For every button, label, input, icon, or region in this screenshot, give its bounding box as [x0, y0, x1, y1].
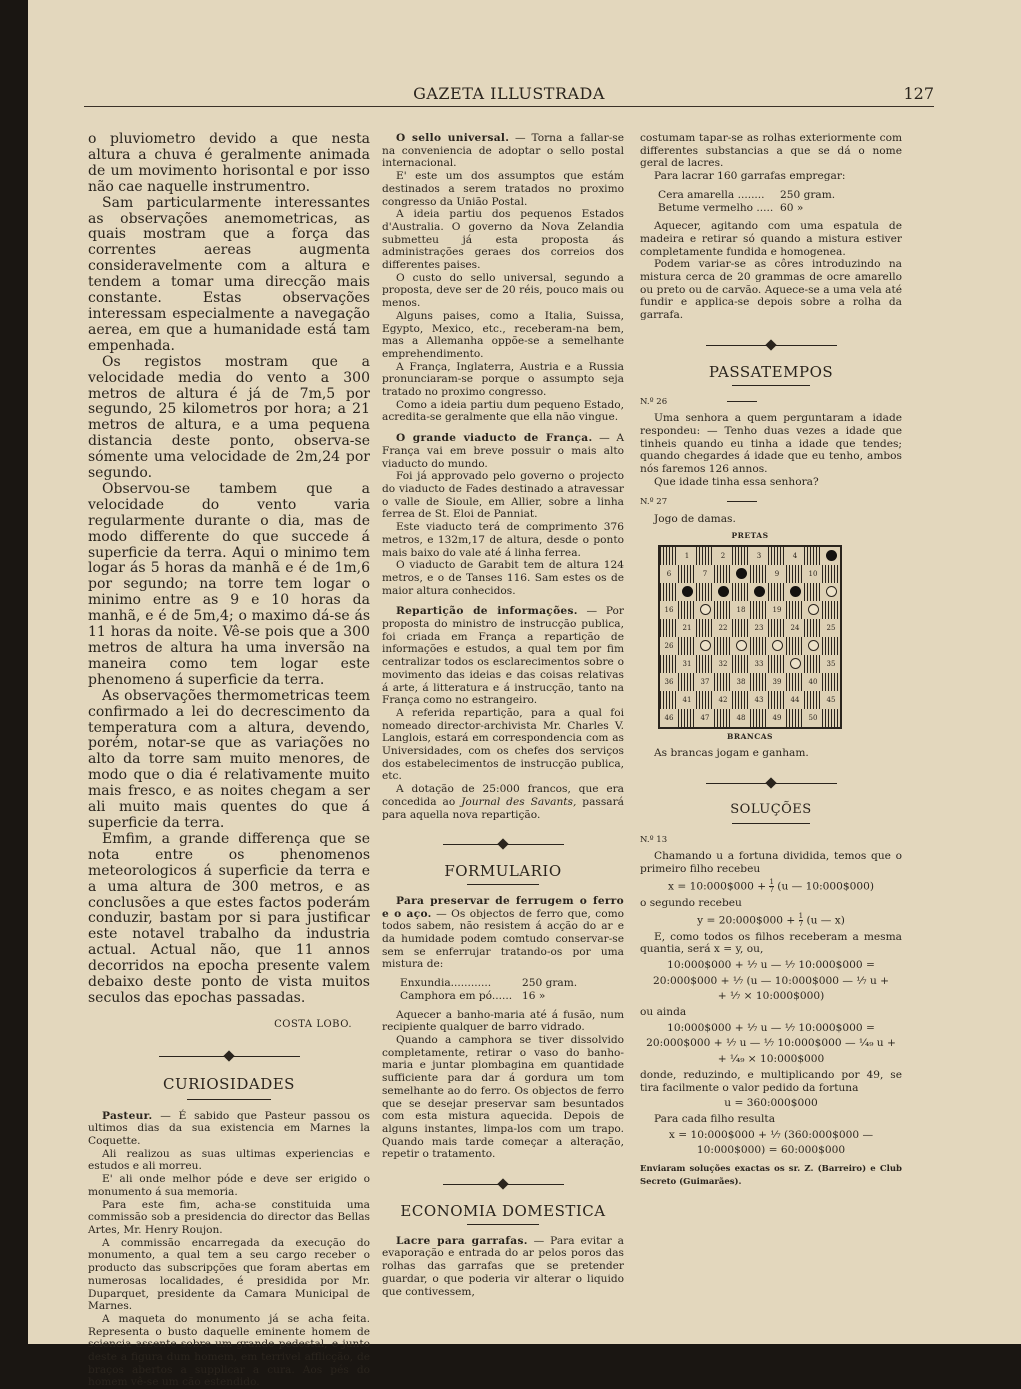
board-square-11 — [678, 583, 696, 601]
board-square-dark — [768, 655, 786, 673]
recipe-row — [658, 202, 902, 215]
puzzle-number-text: N.º 27 — [640, 497, 668, 508]
square-number: 18 — [736, 605, 746, 614]
section-divider — [640, 336, 902, 356]
journal-title: Journal des Savants, — [461, 795, 577, 808]
equation-line: + ¹⁄₄₉ × 10:000$000 — [717, 1053, 825, 1066]
board-square-15 — [822, 583, 840, 601]
checkers-diagram — [658, 530, 902, 743]
board-square-49 — [768, 709, 786, 727]
board-square-30 — [804, 637, 822, 655]
square-number: 16 — [664, 605, 674, 614]
white-piece — [808, 640, 819, 651]
paragraph: Sam particularmente interessantes as observações anemometricas, as quais mostram que a força das correntes aereas augmenta consideravelmente com a altura e tendem a tomar uma direcção mais constante. Estas observações interessam especialmente a navegação aerea, em que a humanidade está tam empenhada. — [88, 194, 370, 354]
equation-line: 10:000$000) = 60:000$000 — [696, 1144, 846, 1157]
board-square-dark — [786, 637, 804, 655]
board-square-dark — [804, 547, 822, 565]
board-square-32 — [714, 655, 732, 673]
white-piece — [790, 658, 801, 669]
board-square-dark — [714, 565, 732, 583]
board-square-50 — [804, 709, 822, 727]
board-square-31 — [678, 655, 696, 673]
paragraph: A commissão encarregada da execução do monumento, a qual tem a seu cargo receber o producto das subscripções que foram abertas em numerosas localidades, é presidida por Mr. Duparquet, presidente da Camara Municipal de Marnes. — [88, 1236, 370, 1313]
board-square-dark — [804, 655, 822, 673]
ingredient-quantity: 250 gram. — [780, 188, 836, 201]
board-square-dark — [786, 565, 804, 583]
board-square-dark — [714, 673, 732, 691]
paragraph-text: passará para aquella nova repartição. — [382, 795, 624, 821]
board-square-dark — [768, 547, 786, 565]
page-header — [84, 84, 934, 107]
square-number: 48 — [736, 713, 746, 722]
board-square-20 — [804, 601, 822, 619]
equation-line: u = 360:000$000 — [724, 1097, 818, 1110]
board-square-5 — [822, 547, 840, 565]
article-keyword: O grande viaducto de França. — [396, 432, 593, 445]
square-number: 22 — [718, 623, 728, 632]
board-square-dark — [750, 601, 768, 619]
paragraph: o pluviometro devido a que nesta altura a chuva é geralmente animada de um movimento horisontal e por isso não cae naquelle instrumentro. — [88, 131, 370, 195]
board-square-8 — [732, 565, 750, 583]
paragraph: Aquecer, agitando com uma espatula de madeira e retirar só quando a mistura estiver completamente fundida e homogenea. — [640, 220, 902, 258]
puzzle-number-text: N.º 26 — [640, 396, 668, 407]
board-square-dark — [786, 709, 804, 727]
black-piece — [826, 550, 837, 561]
square-number: 3 — [756, 551, 762, 560]
equation-line: + ⅐ × 10:000$000) — [717, 990, 825, 1003]
board-square-dark — [678, 565, 696, 583]
title-rule — [467, 884, 540, 885]
board-square-dark — [660, 619, 678, 637]
paragraph: Ali realizou as suas ultimas experiencias e estudos e ali morreu. — [88, 1147, 370, 1173]
section-title-solucoes: SOLUÇÕES — [730, 801, 812, 817]
board-square-dark — [696, 547, 714, 565]
paragraph: E' este um dos assumptos que estám destinados a serem tratados no proximo congresso da União Postal. — [382, 170, 624, 208]
paragraph-text: — É sabido que Pasteur passou os ultimos dias da sua existencia em Marnes la Coquette. — [88, 1109, 370, 1148]
paragraph: Foi já approvado pelo governo o projecto do viaducto de Fades destinado a atravessar o valle de Sioule, em Allier, sobre a linha ferrea de St. Eloi de Panniat. — [382, 470, 624, 521]
board-caption: As brancas jogam e ganham. — [654, 747, 809, 760]
column-2 — [382, 132, 624, 1298]
article-keyword: Repartição de informações. — [396, 605, 578, 618]
paragraph: E' ali onde melhor póde e deve ser erigido o monumento á sua memoria. — [88, 1173, 370, 1198]
paragraph: A referida repartição, para a qual foi nomeado director-archivista Mr. Charles V. Langlois, estará em correspondencia com as Universidades, com os chefes dos serviços dos estabelecimentos de instrucção publica, etc. — [382, 706, 624, 783]
square-number: 42 — [718, 695, 728, 704]
equation — [640, 913, 902, 928]
equation-line: 20:000$000 + ⅐ (u — 10:000$000 — ⅐ u + — [652, 974, 890, 987]
square-number: 25 — [826, 623, 836, 632]
square-number: 49 — [772, 713, 782, 722]
paragraph: o segundo recebeu — [640, 896, 742, 909]
square-number: 50 — [808, 713, 818, 722]
square-number: 44 — [790, 695, 800, 704]
white-piece — [826, 586, 837, 597]
square-number: 9 — [774, 569, 780, 578]
board-square-13 — [750, 583, 768, 601]
square-number: 32 — [718, 659, 728, 668]
white-piece — [700, 604, 711, 615]
square-number: 38 — [736, 677, 746, 686]
white-piece — [736, 640, 747, 651]
board-square-dark — [750, 709, 768, 727]
ingredient-quantity: 16 » — [522, 989, 546, 1002]
paragraph-text: — Por proposta do ministro de instrucção publica, foi criada em França a repartição de informações e estudos, a qual tem por fim centralizar todos os esclarecimentos sobre o movimento das ideias e das coisas relativas á arte, á litteratura e á instrucção, tanto na França como no estrangeiro. — [382, 605, 624, 707]
black-piece — [718, 586, 729, 597]
paragraph: costumam tapar-se as rolhas exteriormente com differentes substancias a que se dá o nome geral de lacres. — [640, 132, 902, 170]
board-square-12 — [714, 583, 732, 601]
white-piece — [700, 640, 711, 651]
board-square-dark — [678, 601, 696, 619]
board-square-dark — [822, 709, 840, 727]
board-square-dark — [804, 619, 822, 637]
board-square-25 — [822, 619, 840, 637]
board-square-dark — [660, 655, 678, 673]
paragraph: A ideia partiu dos pequenos Estados d'Australia. O governo da Nova Zelandia submetteu já esta proposta ás administrações geraes dos correios dos differentes paises. — [382, 208, 624, 272]
square-number: 40 — [808, 677, 818, 686]
equation-line: x = 10:000$000 + ⅐ (360:000$000 — — [668, 1128, 874, 1141]
square-number: 23 — [754, 623, 764, 632]
board-square-19 — [768, 601, 786, 619]
board-square-7 — [696, 565, 714, 583]
board-square-36 — [660, 673, 678, 691]
board-square-dark — [822, 565, 840, 583]
board-label-top: PRETAS — [731, 530, 769, 540]
paragraph: Quando a camphora se tiver dissolvido completamente, retirar o vaso do banho-maria e juntar plombagina em quantidade sufficiente para dar á gordura um tom semelhante ao do ferro. Os objectos de ferro que se desejar preservar sam besuntados com esta mistura aquecida. Depois de alguns instantes, limpa-los com um trapo. Quando mais tarde começar a alteração, repetir o tratamento. — [382, 1034, 624, 1161]
board-square-33 — [750, 655, 768, 673]
board-square-dark — [822, 673, 840, 691]
section-divider — [382, 1175, 624, 1195]
square-number: 37 — [700, 677, 710, 686]
equation — [640, 879, 902, 894]
paragraph: O viaducto de Garabit tem de altura 124 metros, e o de Tanses 116. Sam estes os de maior altura conhecidos. — [382, 559, 624, 597]
board-square-dark — [714, 709, 732, 727]
black-piece — [736, 568, 747, 579]
section-divider — [640, 774, 902, 794]
board-square-1 — [678, 547, 696, 565]
paragraph: Para este fim, acha-se constituida uma commissão sob a presidencia do director das Bellas Artes, Mr. Henry Roujon. — [88, 1198, 370, 1236]
section-title-curiosidades: CURIOSIDADES — [163, 1074, 295, 1093]
square-number: 45 — [826, 695, 836, 704]
board-square-37 — [696, 673, 714, 691]
paragraph — [382, 783, 624, 821]
page-number: 127 — [903, 84, 934, 103]
board-square-26 — [660, 637, 678, 655]
masthead-title: GAZETA ILLUSTRADA — [413, 84, 605, 103]
ingredient-name: Cera amarella ........ — [658, 188, 765, 201]
board-square-dark — [822, 601, 840, 619]
recipe-row — [400, 990, 624, 1003]
article-keyword: Lacre para garrafas. — [396, 1234, 528, 1247]
checkers-board — [658, 545, 842, 729]
square-number: 10 — [808, 569, 818, 578]
paragraph — [382, 432, 624, 470]
paragraph — [382, 1235, 624, 1299]
board-square-dark — [804, 691, 822, 709]
square-number: 46 — [664, 713, 674, 722]
ingredient-quantity: 60 » — [780, 201, 804, 214]
square-number: 33 — [754, 659, 764, 668]
paragraph: ou ainda — [640, 1006, 687, 1019]
newspaper-page — [28, 0, 1021, 1389]
paragraph: Para cada filho resulta — [654, 1112, 776, 1125]
board-square-dark — [696, 691, 714, 709]
board-square-9 — [768, 565, 786, 583]
square-number: 39 — [772, 677, 782, 686]
ingredient-name: Camphora em pó...... — [400, 989, 513, 1002]
ingredient-name: Betume vermelho ..... — [658, 201, 774, 214]
board-square-dark — [732, 619, 750, 637]
article-keyword: Pasteur. — [102, 1109, 153, 1122]
board-square-dark — [768, 583, 786, 601]
board-square-48 — [732, 709, 750, 727]
paragraph: Como a ideia partiu dum pequeno Estado, acredita-se geralmente que ella não vingue. — [382, 398, 624, 424]
board-square-44 — [786, 691, 804, 709]
board-square-dark — [750, 637, 768, 655]
board-square-6 — [660, 565, 678, 583]
board-square-21 — [678, 619, 696, 637]
board-square-38 — [732, 673, 750, 691]
board-square-27 — [696, 637, 714, 655]
board-square-34 — [786, 655, 804, 673]
paragraph-text: A dotação de 25:000 francos, que era concedida ao — [382, 783, 624, 808]
square-number: 19 — [772, 605, 782, 614]
paragraph: Para lacrar 160 garrafas empregar: — [654, 170, 846, 183]
equation-line: 10:000$000 + ⅐ u — ⅐ 10:000$000 = — [667, 1021, 875, 1034]
board-square-dark — [732, 655, 750, 673]
white-piece — [772, 640, 783, 651]
paragraph: E, como todos os filhos receberam a mesma quantia, será x = y, ou, — [640, 930, 902, 956]
equation-text: y = 20:000$000 + — [697, 914, 796, 926]
board-square-dark — [696, 619, 714, 637]
board-square-dark — [660, 691, 678, 709]
board-square-dark — [696, 655, 714, 673]
paragraph: Jogo de damas. — [654, 513, 736, 526]
paragraph: As observações thermometricas teem confirmado a lei do decrescimento da temperatura com a altura, devendo, porém, notar-se que as variações no alto da torre sam muito menores, de modo que o dia é relativamente muito mais fresco, e as noites chegam a ser ali muito mais quentes do que á superficie da terra. — [88, 687, 370, 831]
board-square-35 — [822, 655, 840, 673]
board-square-dark — [750, 673, 768, 691]
board-square-16 — [660, 601, 678, 619]
equation-line: 20:000$000 + ⅐ u — ⅐ 10:000$000 — ¹⁄₄₉ u + — [646, 1037, 896, 1050]
ingredient-quantity: 250 gram. — [522, 977, 578, 990]
curiosidades-body — [88, 1110, 370, 1389]
black-piece — [754, 586, 765, 597]
paragraph: Observou-se tambem que a velocidade do vento varia regularmente durante o dia, mas de modo differente do que succede á superficie da terra. Aqui o minimo tem logar ás 5 horas da manhã e é de 1m,6 por segundo; na torre tem logar o minimo entre as 9 e 10 horas da manhã, e é de 5m,4; o maximo dá-se ás 11 horas da noite. Vê-se pois que a 300 metros de altura ha uma inversão na maneira como tem logar este phenomeno á superficie da terra. — [88, 480, 370, 688]
puzzle-number — [640, 396, 902, 409]
square-number: 24 — [790, 623, 800, 632]
paragraph: Que idade tinha essa senhora? — [654, 475, 819, 488]
board-square-17 — [696, 601, 714, 619]
board-square-41 — [678, 691, 696, 709]
board-square-dark — [714, 601, 732, 619]
square-number: 6 — [666, 569, 672, 578]
author-signature: COSTA LOBO. — [274, 1018, 352, 1030]
board-label-bottom: BRANCAS — [727, 731, 773, 741]
board-square-42 — [714, 691, 732, 709]
section-title-formulario: FORMULARIO — [444, 862, 562, 881]
recipe-list — [658, 189, 902, 214]
column-1 — [88, 132, 370, 1389]
board-square-dark — [678, 637, 696, 655]
board-square-40 — [804, 673, 822, 691]
equation-text: (u — 10:000$000) — [773, 880, 874, 893]
recipe-row — [658, 189, 902, 202]
square-number: 35 — [826, 659, 836, 668]
board-square-dark — [768, 691, 786, 709]
board-square-29 — [768, 637, 786, 655]
paragraph: Os registos mostram que a velocidade media do vento a 300 metros de altura é já de 7m,5 por segundo, 25 kilometros por hora; a 21 metros de altura, e a uma pequena distancia deste ponto, observa-se sómente uma velocidade de 2m,24 por segundo. — [88, 353, 370, 482]
board-square-3 — [750, 547, 768, 565]
paragraph — [382, 132, 624, 170]
recipe-row — [400, 977, 624, 990]
square-number: 21 — [682, 623, 692, 632]
equation-text: (u — x) — [803, 914, 845, 926]
board-square-14 — [786, 583, 804, 601]
board-square-18 — [732, 601, 750, 619]
article-keyword: O sello universal. — [396, 132, 510, 144]
article-keyword: Para preservar de ferrugem o ferro e o aço. — [382, 894, 624, 920]
board-square-39 — [768, 673, 786, 691]
title-rule — [732, 823, 811, 824]
square-number: 36 — [664, 677, 674, 686]
paragraph: A maqueta do monumento já se acha feita. Representa o busto daquelle eminente homem de sciencia assente sobre um grande pedestal, e junto deste a figura dum homem, em terrivel afflicção, de braços abertos a supplicar a cura. Aos pés do homem vê-se um cão estendido. — [88, 1312, 370, 1389]
puzzle-number: N.º 13 — [640, 834, 668, 845]
board-square-22 — [714, 619, 732, 637]
board-square-dark — [678, 709, 696, 727]
square-number: 41 — [682, 695, 692, 704]
paragraph: Chamando u a fortuna dividida, temos que o primeiro filho recebeu — [640, 850, 902, 876]
board-square-2 — [714, 547, 732, 565]
section-title-passatempos: PASSATEMPOS — [708, 362, 834, 381]
board-square-dark — [768, 619, 786, 637]
board-square-46 — [660, 709, 678, 727]
paragraph-text: — Os objectos de ferro que, como todos sabem, não resistem á acção do ar e da humidade podem comtudo conservar-se sem se enferrujar tratando-os por uma mistura de: — [382, 907, 625, 971]
black-piece — [682, 586, 693, 597]
paragraph-text: — Para evitar a evaporação e entrada do ar pelos poros das rolhas das garrafas que se pretender guardar, o que poderia vir alterar o liquido que contivessem, — [382, 1234, 624, 1298]
section-divider — [382, 835, 624, 855]
board-square-dark — [732, 547, 750, 565]
paragraph: A França, Inglaterra, Austria e a Russia pronunciaram-se porque o assumpto seja tratado no proximo congresso. — [382, 360, 624, 399]
board-square-4 — [786, 547, 804, 565]
square-number: 4 — [792, 551, 798, 560]
fraction: $\frac{1}{7}$ — [798, 911, 804, 928]
square-number: 1 — [684, 551, 690, 560]
board-square-dark — [714, 637, 732, 655]
board-square-dark — [822, 637, 840, 655]
board-square-dark — [696, 583, 714, 601]
board-square-23 — [750, 619, 768, 637]
paragraph — [88, 1110, 370, 1148]
black-piece — [790, 586, 801, 597]
paragraph: donde, reduzindo, e multiplicando por 49, se tira facilmente o valor pedido da fortuna — [640, 1068, 902, 1094]
board-square-dark — [660, 583, 678, 601]
equation-line: 10:000$000 + ⅐ u — ⅐ 10:000$000 = — [667, 958, 875, 971]
square-number: 7 — [702, 569, 708, 578]
board-square-dark — [660, 547, 678, 565]
board-square-43 — [750, 691, 768, 709]
column-3 — [640, 132, 902, 1188]
paragraph-text: — Torna a fallar-se na conveniencia de adoptar o sello postal internacional. — [382, 132, 624, 170]
paragraph: Aquecer a banho-maria até á fusão, num recipiente qualquer de barro vidrado. — [382, 1008, 624, 1034]
paragraph: Uma senhora a quem perguntaram a idade respondeu: — Tenho duas vezes a idade que tinheis quando eu tinha a idade que tendes; quando chegardes á idade que eu tenho, ambos nós faremos 126 annos. — [640, 412, 902, 476]
title-rule — [467, 1224, 540, 1225]
board-square-10 — [804, 565, 822, 583]
title-rule — [732, 385, 811, 386]
board-square-24 — [786, 619, 804, 637]
section-title-economia: ECONOMIA DOMESTICA — [400, 1202, 606, 1221]
ingredient-name: Enxundia............ — [400, 977, 492, 990]
board-square-dark — [804, 583, 822, 601]
paragraph: Este viaducto terá de comprimento 376 metros, e 132m,17 de altura, desde o ponto mais baixo do vale até á linha ferrea. — [382, 521, 624, 559]
paragraph: Podem variar-se as côres introduzindo na mistura cerca de 20 grammas de ocre amarello ou preto ou de carvão. Aquece-se a uma vela até fundir e applica-se depois sobre a rolha da garrafa. — [640, 258, 902, 322]
paragraph-text: — A França vai em breve possuir o mais alto viaducto do mundo. — [382, 432, 624, 470]
recipe-list — [400, 977, 624, 1002]
square-number: 2 — [720, 551, 726, 560]
paragraph: O custo do sello universal, segundo a proposta, deve ser de 20 réis, pouco mais ou menos. — [382, 271, 624, 310]
board-square-28 — [732, 637, 750, 655]
square-number: 26 — [664, 641, 674, 650]
equation-text: x = 10:000$000 + — [668, 880, 767, 893]
board-square-dark — [786, 601, 804, 619]
paragraph — [382, 605, 624, 707]
board-square-dark — [678, 673, 696, 691]
board-square-dark — [732, 583, 750, 601]
board-square-47 — [696, 709, 714, 727]
square-number: 31 — [682, 659, 692, 668]
credits-note: Enviaram soluções exactas os sr. Z. (Barreiro) e Club Secreto (Guimarães). — [640, 1164, 902, 1187]
board-square-45 — [822, 691, 840, 709]
fraction: $\frac{1}{7}$ — [769, 877, 774, 894]
paragraph: Emfim, a grande differença que se nota entre os phenomenos meteorologicos á superficie da terra e a uma altura de 300 metros, e as conclusões a que estes factos poderám conduzir, bastam por si para justificar este notavel trabalho da industria actual. Actual não, que 11 annos decorridos na epocha presente valem debaixo deste ponto de vista muitos seculos das epochas passadas. — [88, 830, 370, 1006]
square-number: 47 — [700, 713, 710, 722]
white-piece — [808, 604, 819, 615]
board-square-dark — [786, 673, 804, 691]
section-divider — [88, 1047, 370, 1067]
square-number: 43 — [754, 695, 764, 704]
paragraph — [382, 895, 624, 971]
paragraph: Alguns paises, como a Italia, Suissa, Egypto, Mexico, etc., receberam-na bem, mas a Allemanha oppõe-se a semelhante emprehendimento. — [382, 309, 624, 360]
title-rule — [187, 1099, 272, 1100]
board-square-dark — [732, 691, 750, 709]
puzzle-number — [640, 496, 902, 509]
board-square-dark — [750, 565, 768, 583]
